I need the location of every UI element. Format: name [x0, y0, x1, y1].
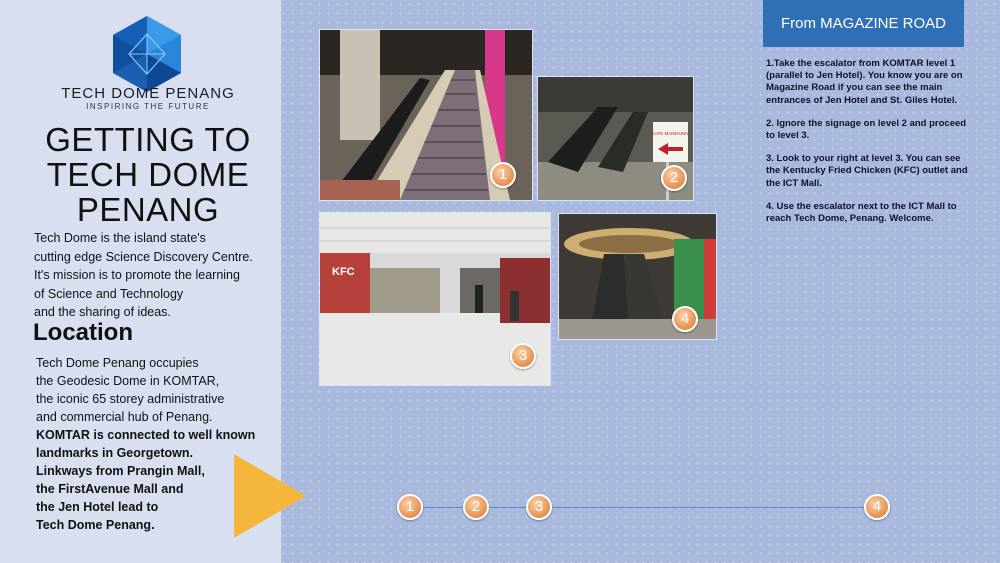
tech-dome-logo-icon: [113, 16, 181, 92]
location-bold-line: the FirstAvenue Mall and: [36, 482, 184, 496]
timeline-step-4[interactable]: 4: [864, 494, 890, 520]
intro-line: cutting edge Science Discovery Centre.: [34, 249, 253, 264]
location-bold-line: Tech Dome Penang.: [36, 518, 155, 532]
title-line: GETTING TO: [45, 121, 251, 158]
photo-number-badge: 1: [490, 162, 516, 188]
next-arrow-icon[interactable]: [234, 454, 306, 538]
brand-tagline: INSPIRING THE FUTURE: [86, 102, 210, 111]
intro-line: It's mission is to promote the learning: [34, 268, 240, 282]
location-bold-line: Linkways from Prangin Mall,: [36, 464, 205, 478]
brand-name: TECH DOME PENANG: [61, 85, 235, 102]
photo-number-badge: 4: [672, 306, 698, 332]
location-line: the iconic 65 storey administrative: [36, 392, 225, 406]
directions-list: [766, 58, 976, 236]
location-bold-line: KOMTAR is connected to well known: [36, 428, 256, 442]
location-line: Tech Dome Penang occupies: [36, 356, 199, 370]
direction-step: 2. Ignore the signage on level 2 and proceed to level 3.: [766, 117, 967, 142]
direction-step: 3. Look to your right at level 3. You can see the Kentucky Fried Chicken (KFC) outlet and the ICT Mall.: [766, 153, 968, 189]
photo-number-badge: 2: [661, 165, 687, 191]
direction-step: 1.Take the escalator from KOMTAR level 1 (parallel to Jen Hotel). You know you are on Magazine Road if you can see the main entrances of Jen Hotel and St. Giles Hotel.: [766, 58, 963, 106]
intro-line: and the sharing of ideas.: [34, 305, 171, 319]
location-heading: Location: [33, 319, 133, 346]
direction-step: 4. Use the escalator next to the ICT Mall to reach Tech Dome, Penang. Welcome.: [766, 200, 957, 225]
photo-escalator-level-1: [320, 30, 532, 200]
location-bold-line: the Jen Hotel lead to: [36, 500, 159, 514]
title-line: TECH DOME: [46, 156, 250, 193]
intro-line: of Science and Technology: [34, 286, 184, 301]
location-line: the Geodesic Dome in KOMTAR,: [36, 374, 220, 388]
title-line: PENANG: [76, 191, 220, 228]
location-line: and commercial hub of Penang.: [36, 410, 213, 424]
page-title: [20, 122, 276, 227]
photo-number-badge: 3: [510, 343, 536, 369]
intro-paragraph: [34, 229, 279, 322]
route-tag: From MAGAZINE ROAD: [763, 0, 964, 47]
kfc-sign-text: KFC: [332, 266, 355, 278]
location-bold-line: landmarks in Georgetown.: [36, 446, 193, 460]
timeline-step-2[interactable]: 2: [463, 494, 489, 520]
photo-level-3-kfc: [320, 213, 550, 385]
kafe-sign-text: KAFE MANDARIN: [651, 131, 689, 136]
timeline-step-1[interactable]: 1: [397, 494, 423, 520]
intro-line: Tech Dome is the island state's: [34, 231, 206, 245]
photo-level-2-signage: [538, 77, 693, 200]
timeline-step-3[interactable]: 3: [526, 494, 552, 520]
photo-ict-mall-escalator: [559, 214, 716, 339]
